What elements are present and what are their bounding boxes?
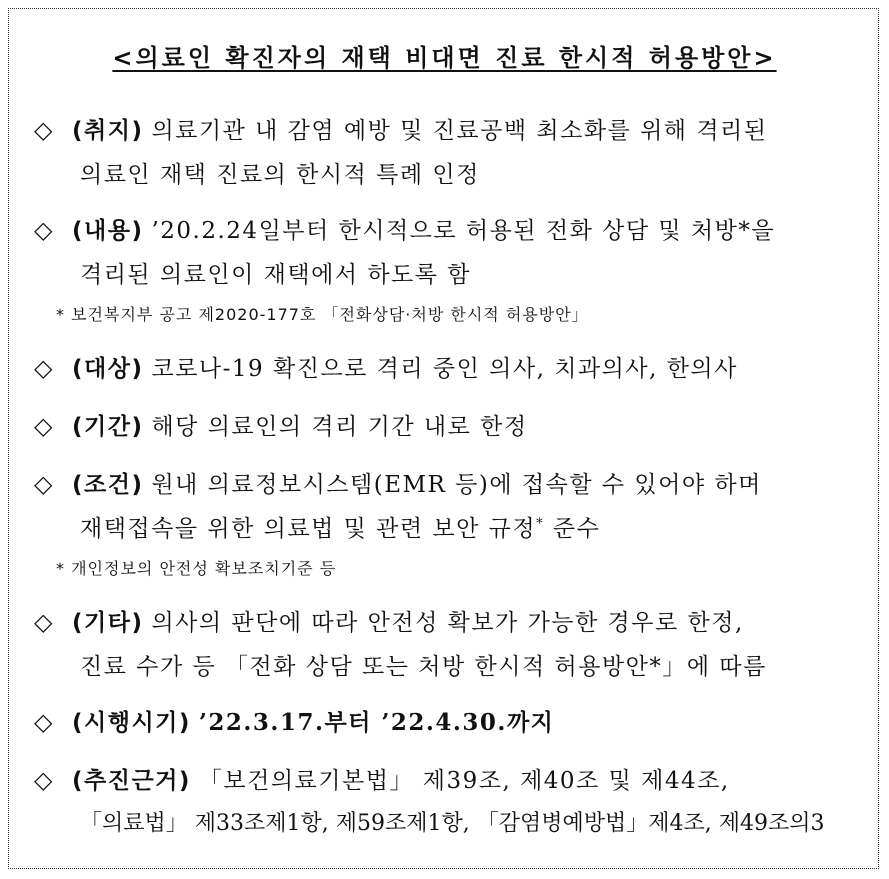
- item-text: ’20.2.24일부터 한시적으로 허용된 전화 상담 및 처방*을: [151, 218, 776, 244]
- diamond-bullet-icon: ◇: [34, 766, 54, 794]
- item-legal-basis-line2: 「의료법」 제33조제1항, 제59조제1항, 「감염병예방법」제4조, 제49조의3: [80, 811, 825, 836]
- diamond-bullet-icon: ◇: [34, 116, 54, 144]
- item-content: [34, 212, 775, 245]
- item-legal-basis: [34, 762, 730, 795]
- item-text: 「보건의료기본법」 제39조, 제40조 및 제44조,: [198, 768, 730, 794]
- page-title: <의료인 확진자의 재택 비대면 진료 한시적 허용방안>: [112, 44, 777, 72]
- footnote-condition: * 개인정보의 안전성 확보조치기준 등: [56, 559, 337, 578]
- item-label: (기타): [72, 610, 144, 636]
- item-label: (내용): [72, 218, 144, 244]
- footnote-marker: *: [536, 516, 545, 532]
- diamond-bullet-icon: ◇: [34, 216, 54, 244]
- item-condition-line2: 재택접속을 위한 의료법 및 관련 보안 규정* 준수: [80, 516, 601, 542]
- item-etc-line2: 진료 수가 등 「전화 상담 또는 처방 한시적 허용방안*」에 따름: [80, 654, 767, 680]
- item-text: 의료기관 내 감염 예방 및 진료공백 최소화를 위해 격리된: [151, 118, 768, 144]
- item-effective-period: [34, 704, 554, 737]
- item-content-line2: 격리된 의료인이 재택에서 하도록 함: [80, 262, 472, 288]
- item-condition: [34, 466, 762, 499]
- item-etc: [34, 604, 744, 637]
- item-purpose-line2: 의료인 재택 진료의 한시적 특례 인정: [80, 162, 480, 188]
- item-purpose: [34, 112, 767, 145]
- item-label: (추진근거): [72, 768, 191, 794]
- footnote-content: * 보건복지부 공고 제2020-177호 「전화상담·처방 한시적 허용방안」: [56, 305, 589, 324]
- item-label: (조건): [72, 472, 144, 498]
- item-label: (기간): [72, 414, 144, 440]
- diamond-bullet-icon: ◇: [34, 412, 54, 440]
- item-text: 원내 의료정보시스템(EMR 등)에 접속할 수 있어야 하며: [151, 472, 762, 498]
- diamond-bullet-icon: ◇: [34, 708, 54, 736]
- item-target: [34, 350, 738, 383]
- item-text: 해당 의료인의 격리 기간 내로 한정: [151, 414, 528, 440]
- item-text: 의사의 판단에 따라 안전성 확보가 가능한 경우로 한정,: [151, 610, 744, 636]
- item-label: (시행시기): [72, 710, 191, 736]
- item-text: ’22.3.17.부터 ’22.4.30.까지: [198, 709, 555, 736]
- item-label: (취지): [72, 118, 144, 144]
- diamond-bullet-icon: ◇: [34, 354, 54, 382]
- item-period: [34, 408, 528, 441]
- item-text: 코로나-19 확진으로 격리 중인 의사, 치과의사, 한의사: [151, 356, 738, 382]
- diamond-bullet-icon: ◇: [34, 608, 54, 636]
- item-label: (대상): [72, 356, 144, 382]
- diamond-bullet-icon: ◇: [34, 470, 54, 498]
